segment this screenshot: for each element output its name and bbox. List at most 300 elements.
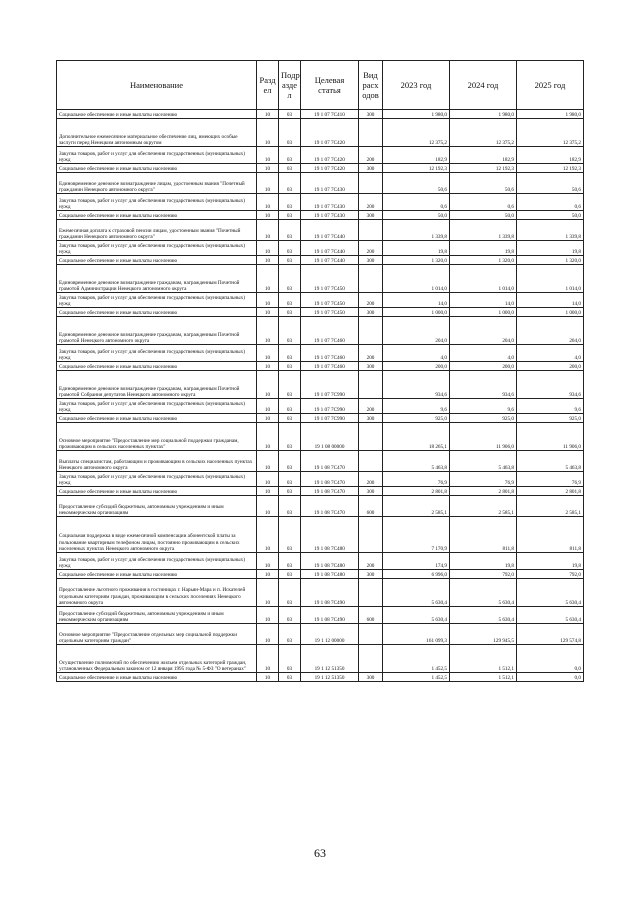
cell-2024: 50,0 — [450, 211, 517, 220]
cell-subsection: 03 — [279, 293, 301, 308]
cell-2024: 1 014,0 — [450, 265, 517, 293]
cell-subsection: 03 — [279, 570, 301, 579]
header-target-article: Целевая статья — [301, 61, 359, 110]
cell-name: Социальное обеспечение и иные выплаты населению — [57, 256, 257, 265]
cell-expense-type — [359, 624, 383, 645]
cell-section: 10 — [257, 308, 279, 317]
cell-2025: 50,0 — [517, 211, 584, 220]
cell-2024: 5 630,4 — [450, 579, 517, 607]
cell-subsection: 03 — [279, 414, 301, 423]
cell-name: Социальная поддержка в виде ежемесячной компенсации абонентской платы за пользование квартирным телефоном лицам, постоянно проживающим в сельских населенных пунктах Ненецкого автономного округа — [57, 517, 257, 553]
cell-subsection: 03 — [279, 472, 301, 487]
cell-2025: 2 801,8 — [517, 487, 584, 496]
cell-name: Социальное обеспечение и иные выплаты населению — [57, 570, 257, 579]
cell-2023: 18 265,1 — [383, 423, 450, 451]
cell-2023: 2 585,1 — [383, 496, 450, 517]
cell-2023: 6 996,0 — [383, 570, 450, 579]
cell-2023: 4,0 — [383, 345, 450, 362]
cell-expense-type: 300 — [359, 308, 383, 317]
table-row — [57, 173, 584, 194]
table-row — [57, 194, 584, 211]
table-row — [57, 645, 584, 673]
cell-2025: 12 375,2 — [517, 119, 584, 147]
cell-section: 10 — [257, 371, 279, 399]
cell-2024: 129 945,5 — [450, 624, 517, 645]
cell-target-article: 19 1 08 7С480 — [301, 517, 359, 553]
cell-name: Социальное обеспечение и иные выплаты населению — [57, 164, 257, 173]
cell-2025: 811,8 — [517, 517, 584, 553]
cell-2024: 19,8 — [450, 241, 517, 256]
table-row — [57, 220, 584, 241]
cell-2024: 12 192,3 — [450, 164, 517, 173]
cell-expense-type: 300 — [359, 414, 383, 423]
table-row — [57, 147, 584, 164]
cell-2025: 2 585,1 — [517, 496, 584, 517]
cell-2025: 129 574,8 — [517, 624, 584, 645]
cell-expense-type — [359, 220, 383, 241]
cell-2023: 0,6 — [383, 194, 450, 211]
cell-target-article: 19 1 08 7С490 — [301, 579, 359, 607]
cell-subsection: 03 — [279, 517, 301, 553]
cell-subsection: 03 — [279, 147, 301, 164]
header-year-2025: 2025 год — [517, 61, 584, 110]
cell-target-article: 19 1 07 7С430 — [301, 211, 359, 220]
cell-2024: 1 000,0 — [450, 308, 517, 317]
cell-2023: 174,9 — [383, 553, 450, 570]
cell-subsection: 03 — [279, 317, 301, 345]
cell-2025: 14,0 — [517, 293, 584, 308]
cell-subsection: 03 — [279, 624, 301, 645]
cell-name: Закупка товаров, работ и услуг для обеспечения государственных (муниципальных) нужд — [57, 147, 257, 164]
table-row — [57, 164, 584, 173]
table-row — [57, 345, 584, 362]
cell-expense-type — [359, 119, 383, 147]
cell-2023: 200,0 — [383, 362, 450, 371]
cell-subsection: 03 — [279, 399, 301, 414]
cell-section: 10 — [257, 110, 279, 119]
table-row — [57, 579, 584, 607]
cell-subsection: 03 — [279, 553, 301, 570]
table-row — [57, 119, 584, 147]
cell-name: Закупка товаров, работ и услуг для обеспечения государственных (муниципальных) нужд — [57, 293, 257, 308]
cell-2023: 5 630,4 — [383, 579, 450, 607]
cell-section: 10 — [257, 362, 279, 371]
cell-subsection: 03 — [279, 211, 301, 220]
cell-subsection: 03 — [279, 119, 301, 147]
cell-name: Единовременное денежное вознаграждение лицам, удостоенным звания "Почетный гражданин Ненецкого автономного округа" — [57, 173, 257, 194]
cell-section: 10 — [257, 220, 279, 241]
cell-name: Закупка товаров, работ и услуг для обеспечения государственных (муниципальных) нужд — [57, 345, 257, 362]
cell-section: 10 — [257, 345, 279, 362]
cell-2025: 0,0 — [517, 673, 584, 682]
cell-expense-type: 200 — [359, 241, 383, 256]
cell-target-article: 19 1 07 7С450 — [301, 293, 359, 308]
cell-section: 10 — [257, 119, 279, 147]
cell-2024: 1 512,1 — [450, 673, 517, 682]
cell-2023: 161 099,3 — [383, 624, 450, 645]
cell-2023: 50,0 — [383, 211, 450, 220]
cell-name: Предоставление субсидий бюджетным, автономным учреждениям и иным некоммерческим организациям — [57, 607, 257, 624]
cell-expense-type — [359, 423, 383, 451]
cell-2025: 1 980,0 — [517, 110, 584, 119]
cell-target-article: 19 1 07 7С440 — [301, 220, 359, 241]
cell-subsection: 03 — [279, 308, 301, 317]
cell-subsection: 03 — [279, 110, 301, 119]
cell-subsection: 03 — [279, 164, 301, 173]
cell-2023: 182,9 — [383, 147, 450, 164]
cell-section: 10 — [257, 517, 279, 553]
cell-section: 10 — [257, 496, 279, 517]
cell-subsection: 03 — [279, 220, 301, 241]
cell-subsection: 03 — [279, 607, 301, 624]
cell-2023: 1 320,0 — [383, 256, 450, 265]
cell-2025: 11 906,0 — [517, 423, 584, 451]
cell-target-article: 19 1 07 7С420 — [301, 147, 359, 164]
cell-2025: 1 000,0 — [517, 308, 584, 317]
cell-2024: 4,0 — [450, 345, 517, 362]
cell-expense-type — [359, 173, 383, 194]
cell-expense-type: 200 — [359, 147, 383, 164]
cell-target-article: 19 1 08 7С480 — [301, 553, 359, 570]
cell-2025: 925,0 — [517, 414, 584, 423]
cell-name: Единовременное денежное вознаграждение гражданам, награжденным Почетной грамотой Администрации Ненецкого автономного округа — [57, 265, 257, 293]
cell-2023: 50,6 — [383, 173, 450, 194]
cell-2024: 9,6 — [450, 399, 517, 414]
cell-section: 10 — [257, 423, 279, 451]
cell-name: Закупка товаров, работ и услуг для обеспечения государственных (муниципальных) нужд — [57, 472, 257, 487]
cell-2024: 792,0 — [450, 570, 517, 579]
cell-name: Закупка товаров, работ и услуг для обеспечения государственных (муниципальных) нужд — [57, 194, 257, 211]
cell-section: 10 — [257, 451, 279, 472]
cell-subsection: 03 — [279, 496, 301, 517]
cell-section: 10 — [257, 211, 279, 220]
cell-2023: 5 630,4 — [383, 607, 450, 624]
cell-name: Социальное обеспечение и иные выплаты населению — [57, 487, 257, 496]
cell-expense-type: 300 — [359, 673, 383, 682]
table-row — [57, 256, 584, 265]
cell-2024: 1 339,8 — [450, 220, 517, 241]
table-row — [57, 570, 584, 579]
cell-section: 10 — [257, 293, 279, 308]
table-row — [57, 293, 584, 308]
cell-2023: 1 980,0 — [383, 110, 450, 119]
cell-section: 10 — [257, 194, 279, 211]
cell-2024: 14,0 — [450, 293, 517, 308]
table-header — [57, 61, 584, 110]
cell-2023: 9,6 — [383, 399, 450, 414]
cell-expense-type — [359, 317, 383, 345]
cell-name: Социальное обеспечение и иные выплаты населению — [57, 308, 257, 317]
cell-2025: 1 339,8 — [517, 220, 584, 241]
cell-2025: 1 320,0 — [517, 256, 584, 265]
cell-section: 10 — [257, 414, 279, 423]
table-row — [57, 517, 584, 553]
header-year-2023: 2023 год — [383, 61, 450, 110]
cell-2024: 11 906,0 — [450, 423, 517, 451]
cell-expense-type: 200 — [359, 293, 383, 308]
cell-2025: 934,6 — [517, 371, 584, 399]
cell-subsection: 03 — [279, 362, 301, 371]
cell-expense-type: 300 — [359, 164, 383, 173]
cell-expense-type: 300 — [359, 362, 383, 371]
table-row — [57, 624, 584, 645]
cell-expense-type: 300 — [359, 211, 383, 220]
cell-section: 10 — [257, 607, 279, 624]
cell-target-article: 19 1 07 7С460 — [301, 345, 359, 362]
cell-subsection: 03 — [279, 451, 301, 472]
cell-name: Закупка товаров, работ и услуг для обеспечения государственных (муниципальных) нужд — [57, 399, 257, 414]
cell-2025: 4,0 — [517, 345, 584, 362]
cell-2023: 204,0 — [383, 317, 450, 345]
cell-expense-type: 600 — [359, 496, 383, 517]
cell-name: Социальное обеспечение и иные выплаты населению — [57, 211, 257, 220]
cell-expense-type — [359, 579, 383, 607]
cell-section: 10 — [257, 487, 279, 496]
cell-target-article: 19 1 07 7С430 — [301, 194, 359, 211]
cell-expense-type — [359, 371, 383, 399]
cell-subsection: 03 — [279, 673, 301, 682]
table-row — [57, 414, 584, 423]
cell-2024: 934,6 — [450, 371, 517, 399]
cell-2023: 2 801,8 — [383, 487, 450, 496]
table-row — [57, 472, 584, 487]
cell-expense-type: 200 — [359, 194, 383, 211]
cell-section: 10 — [257, 553, 279, 570]
cell-subsection: 03 — [279, 265, 301, 293]
table-row — [57, 451, 584, 472]
cell-subsection: 03 — [279, 371, 301, 399]
cell-2025: 76,9 — [517, 472, 584, 487]
table-row — [57, 362, 584, 371]
cell-2023: 925,0 — [383, 414, 450, 423]
cell-target-article: 19 1 07 7С420 — [301, 164, 359, 173]
cell-2025: 1 014,0 — [517, 265, 584, 293]
cell-section: 10 — [257, 265, 279, 293]
cell-2023: 19,8 — [383, 241, 450, 256]
cell-2025: 0,6 — [517, 194, 584, 211]
cell-subsection: 03 — [279, 194, 301, 211]
cell-2024: 182,9 — [450, 147, 517, 164]
cell-expense-type — [359, 517, 383, 553]
cell-2023: 1 339,8 — [383, 220, 450, 241]
cell-section: 10 — [257, 241, 279, 256]
cell-target-article: 19 1 07 7С440 — [301, 241, 359, 256]
cell-target-article: 19 1 07 7С460 — [301, 362, 359, 371]
cell-name: Единовременное денежное вознаграждение гражданам, награжденным Почетной грамотой Собрания депутатов Ненецкого автономного округа — [57, 371, 257, 399]
cell-target-article: 19 1 07 7С420 — [301, 119, 359, 147]
cell-target-article: 19 1 07 7С990 — [301, 399, 359, 414]
cell-2025: 5 463,8 — [517, 451, 584, 472]
table-row — [57, 487, 584, 496]
cell-name: Социальное обеспечение и иные выплаты населению — [57, 362, 257, 371]
cell-section: 10 — [257, 472, 279, 487]
cell-2025: 5 630,4 — [517, 607, 584, 624]
cell-name: Дополнительное ежемесячное материальное обеспечение лиц, имеющих особые заслуги перед Ненецким автономным округом — [57, 119, 257, 147]
cell-2023: 1 452,5 — [383, 645, 450, 673]
cell-2025: 9,6 — [517, 399, 584, 414]
cell-target-article: 19 1 12 51350 — [301, 673, 359, 682]
cell-2023: 1 014,0 — [383, 265, 450, 293]
cell-2023: 12 375,2 — [383, 119, 450, 147]
cell-2024: 811,8 — [450, 517, 517, 553]
cell-expense-type — [359, 645, 383, 673]
cell-name: Предоставление субсидий бюджетным, автономным учреждениям и иным некоммерческим организациям — [57, 496, 257, 517]
cell-subsection: 03 — [279, 345, 301, 362]
cell-2024: 1 980,0 — [450, 110, 517, 119]
cell-2023: 76,9 — [383, 472, 450, 487]
cell-section: 10 — [257, 164, 279, 173]
cell-target-article: 19 1 08 7С490 — [301, 607, 359, 624]
table-row — [57, 317, 584, 345]
cell-name: Выплаты специалистам, работающим и проживающим в сельских населенных пунктах Ненецкого автономного округа — [57, 451, 257, 472]
cell-section: 10 — [257, 317, 279, 345]
table-row — [57, 607, 584, 624]
cell-expense-type: 300 — [359, 256, 383, 265]
cell-2024: 5 630,4 — [450, 607, 517, 624]
cell-section: 10 — [257, 624, 279, 645]
cell-target-article: 19 1 08 7С480 — [301, 570, 359, 579]
cell-name: Осуществление полномочий по обеспечению жильем отдельных категорий граждан, установленных Федеральным законом от 12 января 1995 года № 5-ФЗ "О ветеранах" — [57, 645, 257, 673]
cell-2023: 5 463,8 — [383, 451, 450, 472]
cell-subsection: 03 — [279, 645, 301, 673]
cell-2025: 19,8 — [517, 241, 584, 256]
cell-2023: 7 170,9 — [383, 517, 450, 553]
header-expense-type: Вид расх одов — [359, 61, 383, 110]
cell-target-article: 19 1 08 00000 — [301, 423, 359, 451]
table-row — [57, 553, 584, 570]
cell-subsection: 03 — [279, 487, 301, 496]
cell-2025: 12 192,3 — [517, 164, 584, 173]
table-row — [57, 110, 584, 119]
cell-subsection: 03 — [279, 256, 301, 265]
cell-section: 10 — [257, 579, 279, 607]
cell-2025: 204,0 — [517, 317, 584, 345]
cell-expense-type: 200 — [359, 472, 383, 487]
cell-2024: 1 512,1 — [450, 645, 517, 673]
cell-name: Закупка товаров, работ и услуг для обеспечения государственных (муниципальных) нужд — [57, 553, 257, 570]
cell-section: 10 — [257, 570, 279, 579]
cell-2025: 5 630,4 — [517, 579, 584, 607]
cell-subsection: 03 — [279, 423, 301, 451]
page-number: 63 — [314, 846, 326, 860]
cell-target-article: 19 1 08 7С470 — [301, 472, 359, 487]
cell-name: Предоставление льготного проживания в гостиницах г. Нарьян-Мара и п. Искателей отдельным категориям граждан, проживающим в сельских поселениях Ненецкого автономного округа — [57, 579, 257, 607]
table-row — [57, 673, 584, 682]
cell-expense-type: 600 — [359, 607, 383, 624]
table-row — [57, 265, 584, 293]
cell-2024: 50,6 — [450, 173, 517, 194]
cell-expense-type — [359, 451, 383, 472]
table-row — [57, 496, 584, 517]
cell-name: Ежемесячная доплата к страховой пенсии лицам, удостоенным звания "Почетный гражданин Ненецкого автономного округа" — [57, 220, 257, 241]
cell-2024: 5 463,8 — [450, 451, 517, 472]
cell-2025: 200,0 — [517, 362, 584, 371]
cell-target-article: 19 1 08 7С470 — [301, 487, 359, 496]
cell-2024: 200,0 — [450, 362, 517, 371]
cell-section: 10 — [257, 256, 279, 265]
cell-name: Социальное обеспечение и иные выплаты населению — [57, 673, 257, 682]
table-row — [57, 308, 584, 317]
cell-2025: 182,9 — [517, 147, 584, 164]
cell-target-article: 19 1 08 7С470 — [301, 451, 359, 472]
cell-2025: 50,6 — [517, 173, 584, 194]
table-body — [57, 110, 584, 682]
table-row — [57, 371, 584, 399]
table-row — [57, 241, 584, 256]
cell-target-article: 19 1 07 7С440 — [301, 256, 359, 265]
cell-2025: 19,8 — [517, 553, 584, 570]
cell-subsection: 03 — [279, 241, 301, 256]
cell-expense-type: 300 — [359, 487, 383, 496]
cell-2025: 0,0 — [517, 645, 584, 673]
cell-expense-type: 200 — [359, 345, 383, 362]
cell-section: 10 — [257, 147, 279, 164]
cell-2023: 12 192,3 — [383, 164, 450, 173]
cell-target-article: 19 1 07 7С990 — [301, 414, 359, 423]
cell-2024: 2 585,1 — [450, 496, 517, 517]
cell-subsection: 03 — [279, 173, 301, 194]
cell-expense-type: 300 — [359, 570, 383, 579]
budget-table — [56, 60, 584, 682]
cell-2023: 1 452,5 — [383, 673, 450, 682]
cell-section: 10 — [257, 673, 279, 682]
cell-name: Основное мероприятие "Предоставление мер социальной поддержки гражданам, проживающим в сельских населенных пунктах" — [57, 423, 257, 451]
header-subsection: Подр азде л — [279, 61, 301, 110]
cell-target-article: 19 1 12 51350 — [301, 645, 359, 673]
cell-target-article: 19 1 12 00000 — [301, 624, 359, 645]
cell-target-article: 19 1 07 7С460 — [301, 317, 359, 345]
cell-target-article: 19 1 07 7С450 — [301, 308, 359, 317]
header-section: Разд ел — [257, 61, 279, 110]
cell-2024: 1 320,0 — [450, 256, 517, 265]
table-row — [57, 399, 584, 414]
cell-2024: 204,0 — [450, 317, 517, 345]
cell-2024: 2 801,8 — [450, 487, 517, 496]
cell-2023: 934,6 — [383, 371, 450, 399]
cell-subsection: 03 — [279, 579, 301, 607]
cell-section: 10 — [257, 173, 279, 194]
cell-expense-type: 200 — [359, 553, 383, 570]
cell-2023: 14,0 — [383, 293, 450, 308]
cell-expense-type: 300 — [359, 110, 383, 119]
cell-expense-type — [359, 265, 383, 293]
cell-section: 10 — [257, 645, 279, 673]
cell-2024: 0,6 — [450, 194, 517, 211]
table-row — [57, 423, 584, 451]
cell-target-article: 19 1 07 7С430 — [301, 173, 359, 194]
cell-target-article: 19 1 07 7С990 — [301, 371, 359, 399]
cell-name: Основное мероприятие "Предоставление отдельных мер социальной поддержки отдельным категориям граждан" — [57, 624, 257, 645]
cell-target-article: 19 1 07 7С450 — [301, 265, 359, 293]
cell-section: 10 — [257, 399, 279, 414]
cell-name: Социальное обеспечение и иные выплаты населению — [57, 110, 257, 119]
header-row — [57, 61, 584, 110]
cell-2025: 792,0 — [517, 570, 584, 579]
cell-2024: 19,8 — [450, 553, 517, 570]
cell-target-article: 19 1 07 7С410 — [301, 110, 359, 119]
cell-expense-type: 200 — [359, 399, 383, 414]
cell-name: Социальное обеспечение и иные выплаты населению — [57, 414, 257, 423]
cell-2024: 925,0 — [450, 414, 517, 423]
header-name: Наименование — [57, 61, 257, 110]
table-row — [57, 211, 584, 220]
cell-name: Закупка товаров, работ и услуг для обеспечения государственных (муниципальных) нужд — [57, 241, 257, 256]
cell-2024: 12 375,2 — [450, 119, 517, 147]
cell-2024: 76,9 — [450, 472, 517, 487]
cell-2023: 1 000,0 — [383, 308, 450, 317]
cell-target-article: 19 1 08 7С470 — [301, 496, 359, 517]
header-year-2024: 2024 год — [450, 61, 517, 110]
